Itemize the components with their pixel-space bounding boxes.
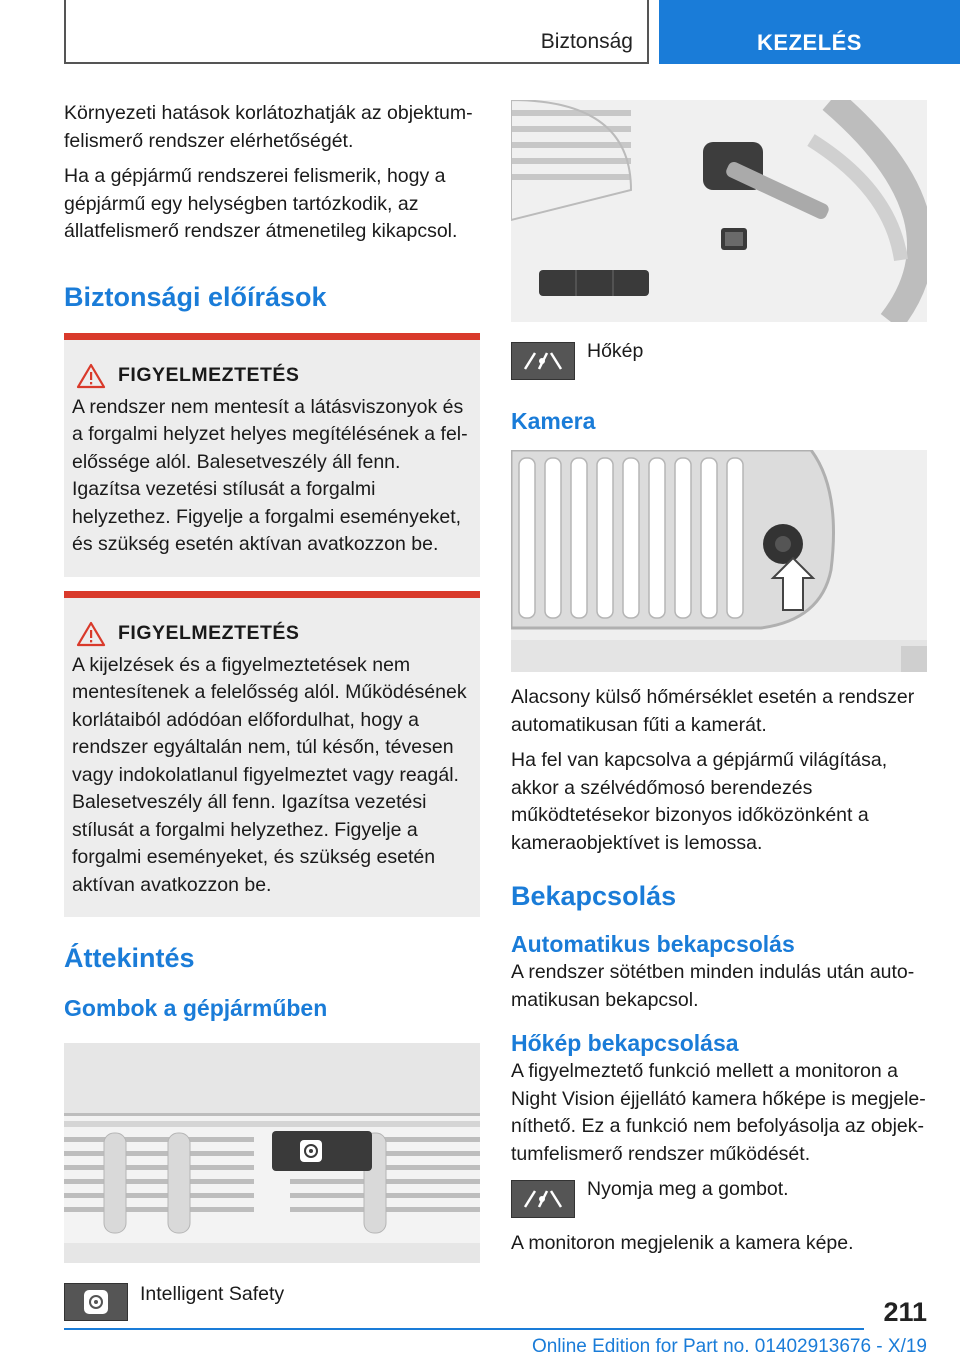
warning-title-1: FIGYELMEZTETÉS xyxy=(118,364,300,386)
monitor-text: A monitoron megjelenik a kamera képe. xyxy=(511,1232,854,1254)
press-button-label: Nyomja meg a gombot. xyxy=(587,1178,789,1200)
night-vision-button-icon xyxy=(511,1180,575,1218)
header-section-box xyxy=(64,0,649,64)
thermal-on-heading: Hőkép bekapcsolása xyxy=(511,1030,739,1056)
page-number: 211 xyxy=(883,1297,927,1327)
buttons-heading: Gombok a gépjárműben xyxy=(64,995,328,1021)
camera-paragraph-2: Ha fel van kapcsolva a gépjármű világítása, akkor a szélvédőmosó berendezés működtetésekor bizonyos időközönként a kameraobjektívet is lemossa. xyxy=(511,749,888,854)
left-column xyxy=(64,100,480,1321)
warning-box-2 xyxy=(64,591,480,918)
warning-box-1 xyxy=(64,333,480,577)
warning-triangle-icon xyxy=(76,363,106,389)
camera-paragraph-1: Alacsony külső hőmérséklet esetén a rendszer automatikusan fűti a kamerát. xyxy=(511,686,915,736)
warning-title-2: FIGYELMEZTETÉS xyxy=(118,622,300,644)
safety-heading: Biztonsági előírások xyxy=(64,281,327,312)
intelligent-safety-button-icon xyxy=(64,1283,128,1321)
footer-divider xyxy=(64,1328,864,1330)
warning-text-1: A rendszer nem mentesít a látásviszonyok és a forgalmi helyzet helyes megítélésének a felelőssége alól. Balesetveszély áll fenn. Igazítsa vezetési stílusát a forgalmi helyzethez. Figyelje a forgalmi eseményeket, és szükség esetén aktívan avatkozzon be. xyxy=(72,395,468,555)
night-vision-button-photo xyxy=(511,100,927,322)
header-chapter-tab xyxy=(659,0,960,64)
footer-edition: Online Edition for Part no. 01402913676 - X/19 xyxy=(531,1336,927,1357)
camera-heading: Kamera xyxy=(511,408,596,434)
auto-switch-on-heading: Automatikus bekapcsolás xyxy=(511,931,795,957)
thermal-image-label: Hőkép xyxy=(587,340,644,362)
intelligent-safety-label: Intelligent Safety xyxy=(140,1283,285,1305)
warning-triangle-icon xyxy=(76,621,106,647)
switch-on-heading: Bekapcsolás xyxy=(511,881,677,911)
camera-grille-photo xyxy=(511,450,927,672)
intro-paragraph-1: Környezeti hatások korlátozhatják az objektumfelismerő rendszer elérhetőségét. xyxy=(64,102,473,152)
night-vision-button-icon xyxy=(511,342,575,380)
overview-heading: Áttekintés xyxy=(64,943,195,973)
intro-paragraph-2: Ha a gépjármű rendszerei felismerik, hogy a gépjármű egy helységben tartózkodik, az állatfelismerő rendszer átmenetileg kikapcsol. xyxy=(64,165,458,242)
dashboard-buttons-photo xyxy=(64,1043,480,1263)
auto-switch-on-text: A rendszer sötétben minden indulás után automatikusan bekapcsol. xyxy=(511,961,915,1011)
header-section-title: Biztonság xyxy=(540,30,633,53)
thermal-on-text: A figyelmeztető funkció mellett a monitoron a Night Vision éjjellátó kamera hőképe is megjeleníthető. Ez a funkció nem befolyásolja az objektumfelismerő rendszer működését. xyxy=(511,1060,926,1165)
warning-text-2: A kijelzések és a figyelmeztetések nem mentesítenek a felelősség alól. Működésének korlátaiból adódóan előfordulhat, hogy a rendszer egyáltalán nem, túl későn, tévesen vagy indokolatlanul figyelmeztet vagy reagál. Balesetveszély áll fenn. Igazítsa vezetési stílusát a forgalmi helyzethez. Figyelje a forgalmi eseményeket, és szükség esetén aktívan avatkozzon be. xyxy=(72,653,467,896)
right-column xyxy=(511,100,927,1258)
header-chapter-title: KEZELÉS xyxy=(757,30,862,55)
